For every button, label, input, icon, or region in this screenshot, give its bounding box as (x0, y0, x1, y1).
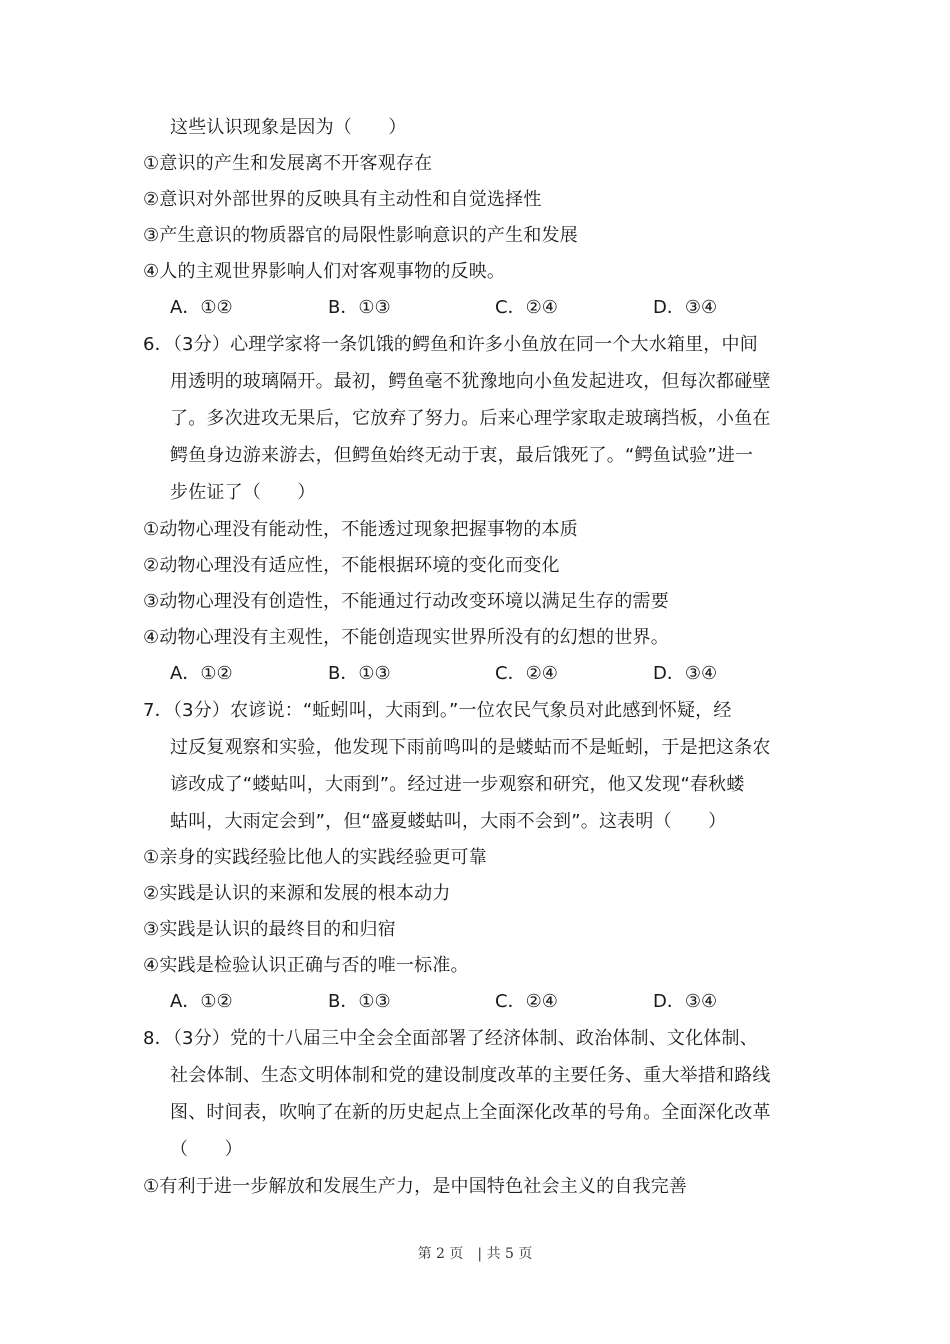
q5-statement-2: ②意识对外部世界的反映具有主动性和自觉选择性 (143, 189, 542, 210)
q7-option-c: C．②④ (495, 991, 558, 1012)
q6-stem-line-4: 鳄鱼身边游来游去，但鳄鱼始终无动于衷，最后饿死了。“鳄鱼试验”进一 (170, 445, 754, 466)
q8-stem-line-2: 社会体制、生态文明体制和党的建设制度改革的主要任务、重大举措和路线 (170, 1065, 771, 1086)
q6-stem-line-2: 用透明的玻璃隔开。最初，鳄鱼毫不犹豫地向小鱼发起进攻，但每次都碰壁 (170, 371, 771, 392)
q5-stem-end: 这些认识现象是因为（ ） (170, 117, 407, 138)
q7-option-a: A．①② (170, 991, 233, 1012)
q5-statement-1: ①意识的产生和发展离不开客观存在 (143, 153, 433, 174)
q7-stem-line-1: 7．（3分）农谚说：“蚯蚓叫，大雨到。”一位农民气象员对此感到怀疑，经 (143, 700, 732, 721)
q8-stem-line-1: 8．（3分）党的十八届三中全会全面部署了经济体制、政治体制、文化体制、 (143, 1028, 758, 1049)
q7-option-b: B．①③ (328, 991, 391, 1012)
q5-option-a: A．①② (170, 297, 233, 318)
q7-statement-3: ③实践是认识的最终目的和归宿 (143, 919, 396, 940)
q8-stem-line-4: （ ） (170, 1139, 243, 1160)
page-footer: 第 2 页 | 共 5 页 (417, 1246, 533, 1262)
q5-option-b: B．①③ (328, 297, 391, 318)
q7-stem-line-2: 过反复观察和实验，他发现下雨前鸣叫的是蝼蛄而不是蚯蚓，于是把这条农 (170, 737, 771, 758)
q5-statement-3: ③产生意识的物质器官的局限性影响意识的产生和发展 (143, 225, 578, 246)
q6-statement-4: ④动物心理没有主观性，不能创造现实世界所没有的幻想的世界。 (143, 627, 669, 648)
q6-stem-line-1: 6．（3分）心理学家将一条饥饿的鳄鱼和许多小鱼放在同一个大水箱里，中间 (143, 334, 758, 355)
q6-option-b: B．①③ (328, 663, 391, 684)
q8-stem-line-3: 图、时间表，吹响了在新的历史起点上全面深化改革的号角。全面深化改革 (170, 1102, 771, 1123)
q6-statement-1: ①动物心理没有能动性，不能透过现象把握事物的本质 (143, 519, 578, 540)
q5-option-c: C．②④ (495, 297, 558, 318)
q6-statement-3: ③动物心理没有创造性，不能通过行动改变环境以满足生存的需要 (143, 591, 669, 612)
q7-statement-2: ②实践是认识的来源和发展的根本动力 (143, 883, 451, 904)
q6-option-a: A．①② (170, 663, 233, 684)
q7-option-d: D．③④ (653, 991, 718, 1012)
q7-stem-line-4: 蛄叫，大雨定会到”，但“盛夏蝼蛄叫，大雨不会到”。这表明（ ） (170, 811, 727, 832)
q6-option-d: D．③④ (653, 663, 718, 684)
q7-statement-1: ①亲身的实践经验比他人的实践经验更可靠 (143, 847, 487, 868)
q6-stem-line-5: 步佐证了（ ） (170, 482, 316, 503)
q7-statement-4: ④实践是检验认识正确与否的唯一标准。 (143, 955, 469, 976)
q5-option-d: D．③④ (653, 297, 718, 318)
q6-statement-2: ②动物心理没有适应性，不能根据环境的变化而变化 (143, 555, 560, 576)
q6-option-c: C．②④ (495, 663, 558, 684)
q7-stem-line-3: 谚改成了“蝼蛄叫，大雨到”。经过进一步观察和研究，他又发现“春秋蝼 (170, 774, 745, 795)
q5-statement-4: ④人的主观世界影响人们对客观事物的反映。 (143, 261, 506, 282)
q8-statement-1: ①有利于进一步解放和发展生产力，是中国特色社会主义的自我完善 (143, 1176, 688, 1197)
q6-stem-line-3: 了。多次进攻无果后，它放弃了努力。后来心理学家取走玻璃挡板，小鱼在 (170, 408, 771, 429)
